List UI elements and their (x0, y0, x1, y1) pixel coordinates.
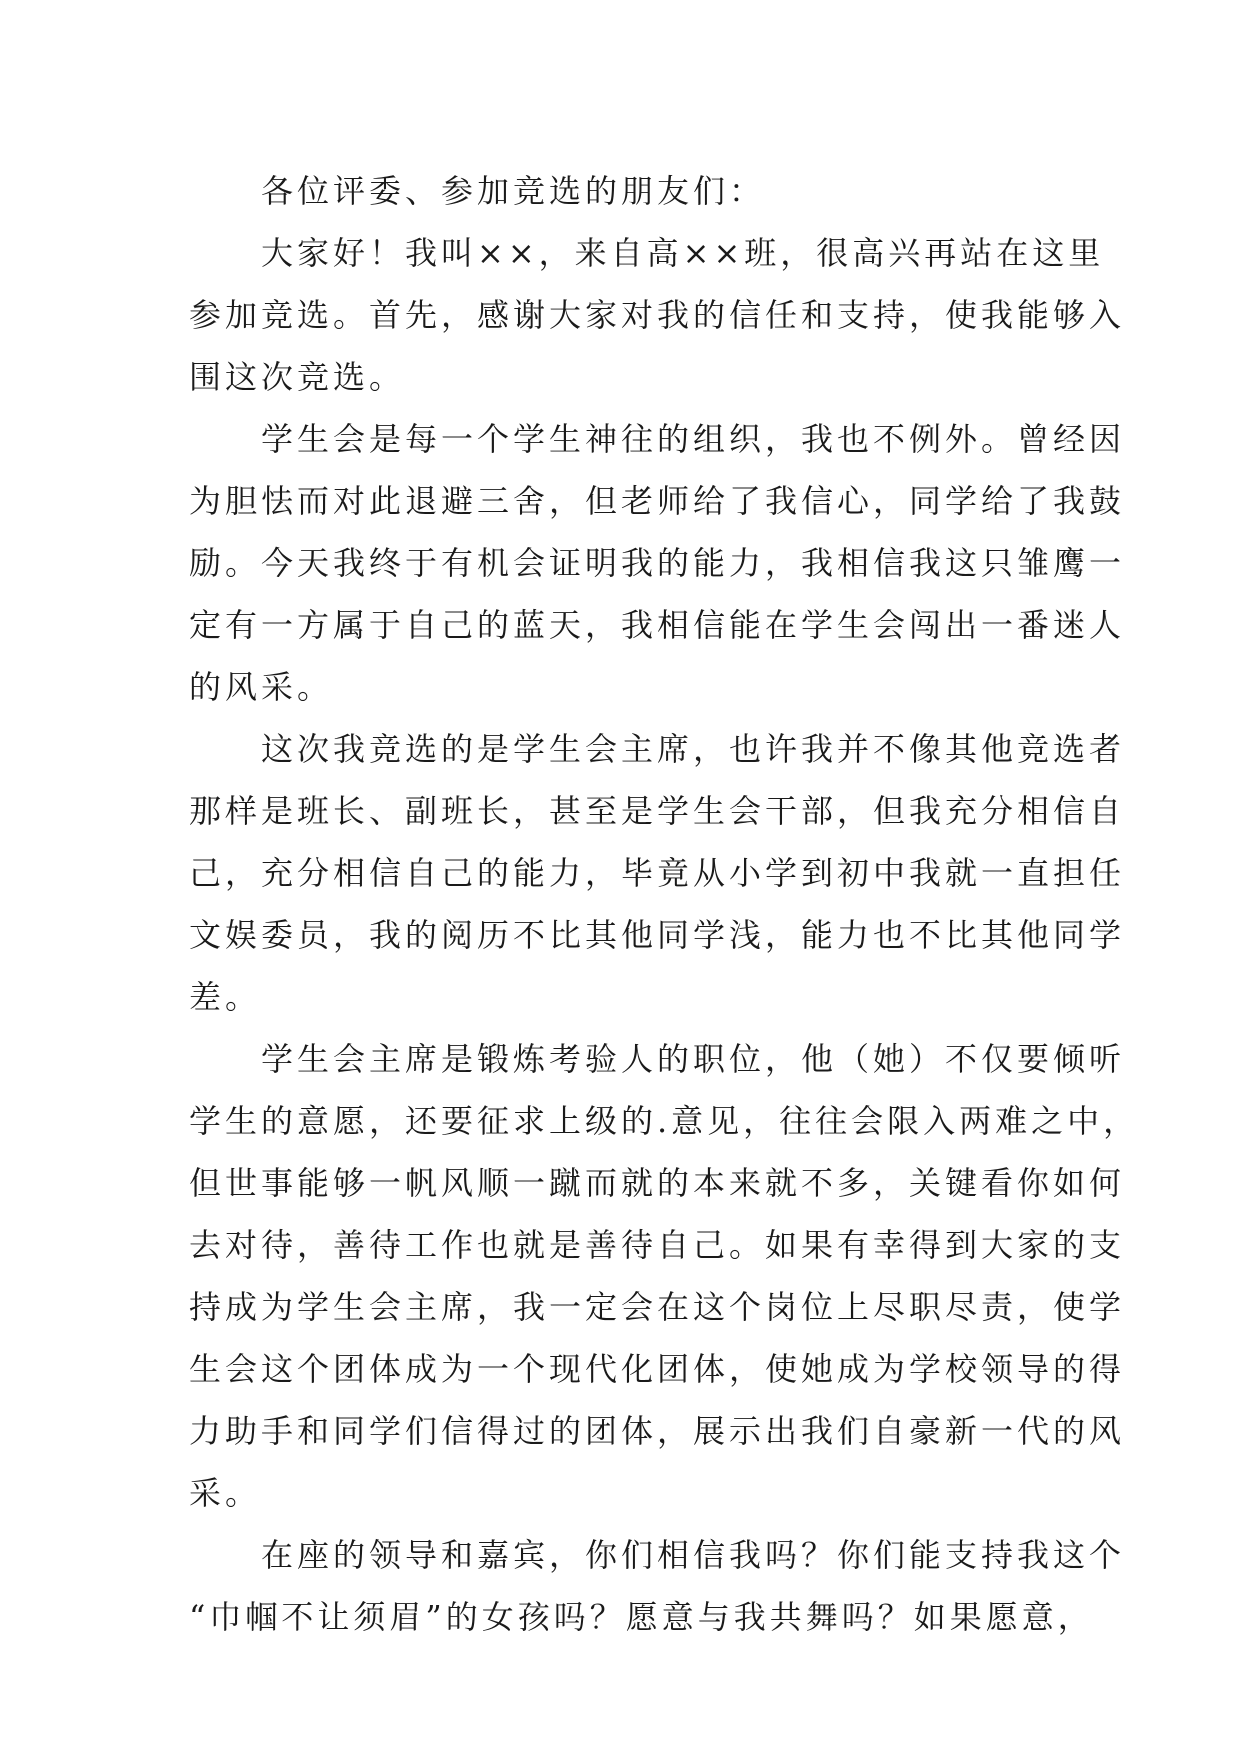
text-line: 定有一方属于自己的蓝天，我相信能在学生会闯出一番迷人 (189, 606, 1126, 644)
text-line: 己，充分相信自己的能力，毕竟从小学到初中我就一直担任 (189, 854, 1126, 892)
text-line: 持成为学生会主席，我一定会在这个岗位上尽职尽责，使学 (189, 1288, 1126, 1326)
text-line: 励。今天我终于有机会证明我的能力，我相信我这只雏鹰一 (189, 544, 1126, 582)
text-line: 生会这个团体成为一个现代化团体，使她成为学校领导的得 (189, 1350, 1126, 1388)
text-line: 的风采。 (189, 668, 334, 706)
text-line: 文娱委员，我的阅历不比其他同学浅，能力也不比其他同学 (189, 916, 1126, 954)
text-line: 为胆怯而对此退避三舍，但老师给了我信心，同学给了我鼓 (189, 482, 1126, 520)
speech-body (189, 160, 1140, 1648)
text-line: 在座的领导和嘉宾，你们相信我吗？你们能支持我这个 (189, 1536, 1126, 1574)
text-line: “巾帼不让须眉”的女孩吗？愿意与我共舞吗？如果愿意， (189, 1598, 1094, 1636)
text-line: 去对待，善待工作也就是善待自己。如果有幸得到大家的支 (189, 1226, 1126, 1264)
text-line: 差。 (189, 978, 262, 1016)
text-line: 学生会主席是锻炼考验人的职位，他（她）不仅要倾听 (189, 1040, 1126, 1078)
text-line: 但世事能够一帆风顺一蹴而就的本来就不多，关键看你如何 (189, 1164, 1126, 1202)
text-line: 围这次竞选。 (189, 358, 406, 396)
text-line: 采。 (189, 1474, 262, 1512)
text-line: 学生会是每一个学生神往的组织，我也不例外。曾经因 (189, 420, 1126, 458)
text-line: 大家好！我叫××，来自高××班，很高兴再站在这里 (189, 234, 1105, 272)
text-line: 这次我竞选的是学生会主席，也许我并不像其他竞选者 (189, 730, 1126, 768)
text-line: 那样是班长、副班长，甚至是学生会干部，但我充分相信自 (189, 792, 1126, 830)
text-line: 各位评委、参加竞选的朋友们： (189, 172, 766, 210)
text-line: 参加竞选。首先，感谢大家对我的信任和支持，使我能够入 (189, 296, 1126, 334)
text-line: 力助手和同学们信得过的团体，展示出我们自豪新一代的风 (189, 1412, 1126, 1450)
text-line: 学生的意愿，还要征求上级的.意见，往往会限入两难之中， (189, 1102, 1140, 1140)
